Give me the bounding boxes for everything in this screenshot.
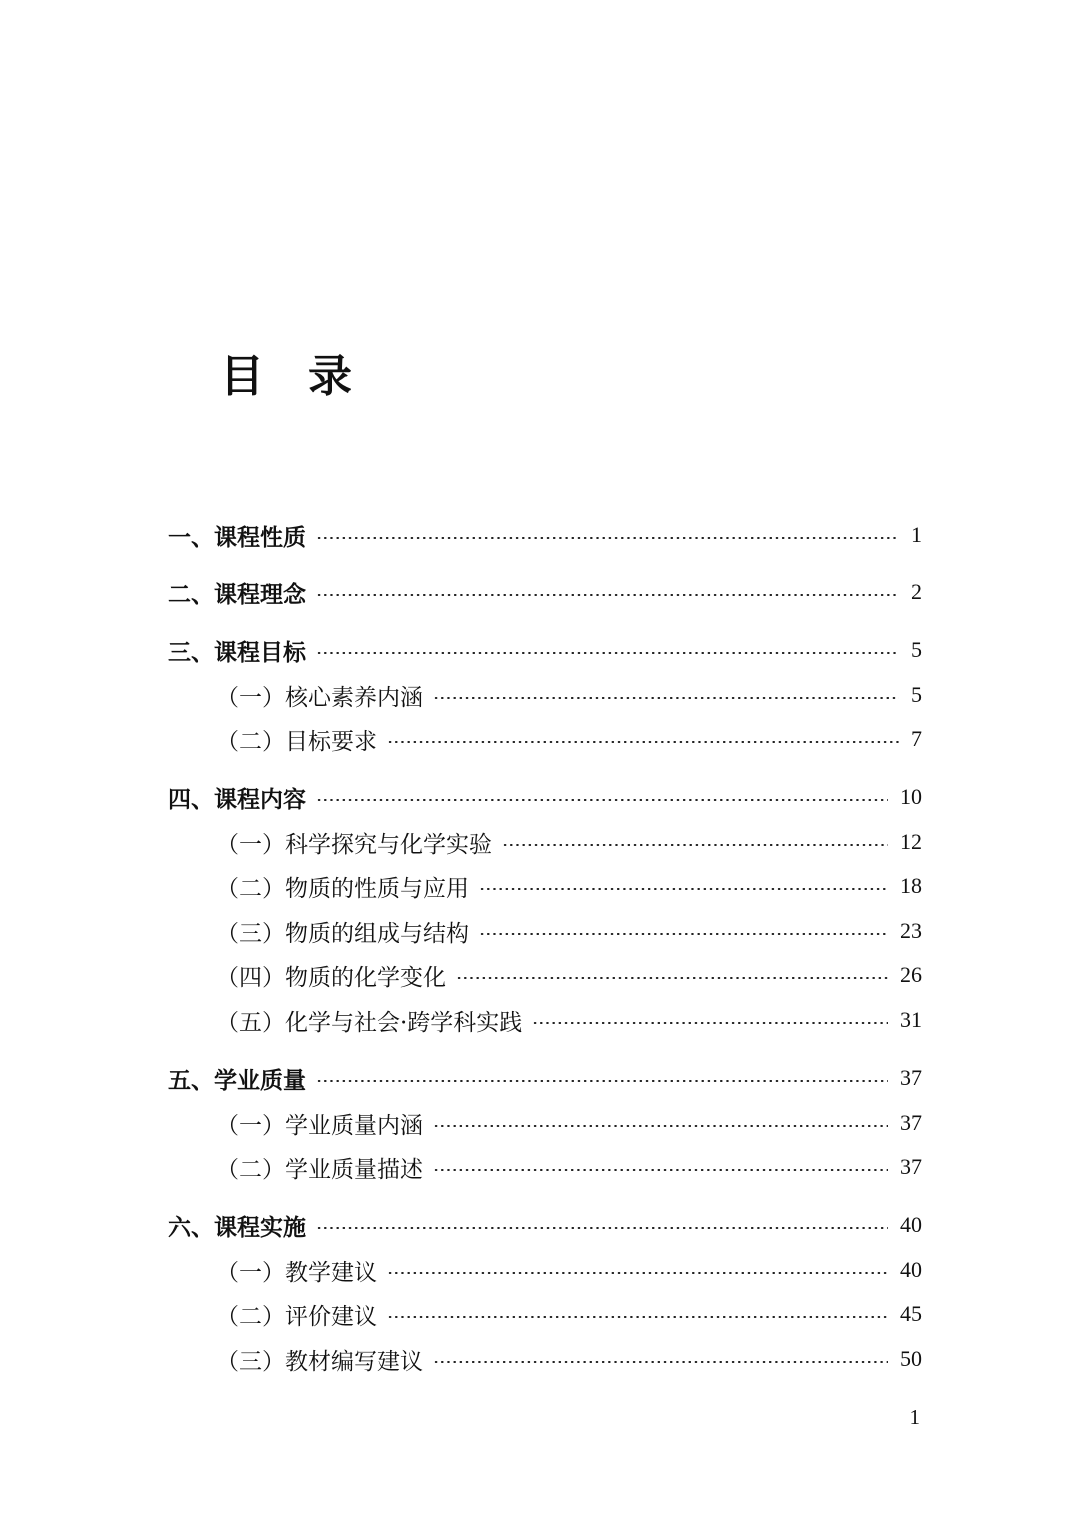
toc-entry-course-nature[interactable] [168,519,922,551]
toc-page-number: 10 [900,784,922,809]
toc-leader-dots [433,1125,888,1127]
toc-entry-label: （三）物质的组成与结构 [216,920,469,947]
toc-page-number: 5 [911,637,922,662]
toc-subentry-quality-connotation[interactable] [216,1107,922,1139]
toc-leader-dots [433,1361,888,1363]
toc-entry-label: 二、课程理念 [168,581,306,608]
toc-leader-dots [316,537,899,539]
toc-entry-label: （一）学业质量内涵 [216,1112,423,1139]
toc-entry-label: （二）学业质量描述 [216,1156,423,1183]
toc-page-number: 50 [900,1346,922,1371]
toc-leader-dots [387,741,899,743]
toc-leader-dots [316,1080,888,1082]
toc-leader-dots [456,977,888,979]
toc-page-number: 23 [900,918,922,943]
title-char-2: 录 [308,351,352,402]
toc-entry-label: （二）目标要求 [216,728,377,755]
toc-page-number: 5 [911,682,922,707]
title-char-1: 目 [220,351,264,402]
toc-entry-course-goals[interactable] [168,634,922,666]
toc-entry-label: 一、课程性质 [168,524,306,551]
toc-subentry-goal-requirements[interactable] [216,723,922,755]
toc-leader-dots [387,1272,888,1274]
toc-leader-dots [433,697,899,699]
toc-page-number: 45 [900,1301,922,1326]
page-title [220,345,352,409]
toc-entry-label: （三）教材编写建议 [216,1348,423,1375]
toc-subentry-textbook-suggestions[interactable] [216,1343,922,1375]
toc-leader-dots [532,1022,888,1024]
toc-leader-dots [502,844,888,846]
toc-subentry-evaluation-suggestions[interactable] [216,1298,922,1330]
toc-page-number: 37 [900,1065,922,1090]
toc-entry-course-philosophy[interactable] [168,576,922,608]
toc-entry-label: （四）物质的化学变化 [216,964,446,991]
toc-subentry-inquiry-experiment[interactable] [216,826,922,858]
page-footer-number: 1 [909,1405,920,1429]
toc-page-number: 1 [911,522,922,547]
toc-entry-label: 三、课程目标 [168,639,306,666]
toc-page-number: 7 [911,726,922,751]
toc-page-number: 40 [900,1212,922,1237]
toc-entry-course-content[interactable] [168,781,922,813]
toc-entry-label: 五、学业质量 [168,1067,306,1094]
toc-entry-label: （五）化学与社会·跨学科实践 [216,1009,523,1036]
toc-entry-label: （二）评价建议 [216,1303,377,1330]
toc-page-number: 2 [911,579,922,604]
toc-leader-dots [479,933,888,935]
toc-entry-label: （一）核心素养内涵 [216,684,423,711]
toc-subentry-chemical-change[interactable] [216,959,922,991]
toc-leader-dots [479,888,888,890]
toc-entry-label: （二）物质的性质与应用 [216,875,469,902]
toc-leader-dots [316,799,888,801]
toc-leader-dots [316,652,899,654]
toc-page-number: 40 [900,1257,922,1282]
toc-leader-dots [316,1227,888,1229]
toc-entry-label: （一）教学建议 [216,1259,377,1286]
toc-entry-academic-quality[interactable] [168,1062,922,1094]
toc-leader-dots [387,1316,888,1318]
toc-subentry-properties-applications[interactable] [216,870,922,902]
toc-subentry-quality-description[interactable] [216,1151,922,1183]
toc-leader-dots [316,594,899,596]
toc-leader-dots [433,1169,888,1171]
toc-page-number: 31 [900,1007,922,1032]
toc-entry-label: 四、课程内容 [168,786,306,813]
toc-page-number: 18 [900,873,922,898]
toc-page-number: 37 [900,1110,922,1135]
toc-entry-label: （一）科学探究与化学实验 [216,831,492,858]
toc-subentry-teaching-suggestions[interactable] [216,1254,922,1286]
toc-subentry-society-practice[interactable] [216,1004,922,1036]
toc-page-number: 12 [900,829,922,854]
toc-page-number: 37 [900,1154,922,1179]
toc-entry-course-implementation[interactable] [168,1209,922,1241]
toc-entry-label: 六、课程实施 [168,1214,306,1241]
toc-page-number: 26 [900,962,922,987]
toc-subentry-core-literacy[interactable] [216,679,922,711]
toc-subentry-composition-structure[interactable] [216,915,922,947]
